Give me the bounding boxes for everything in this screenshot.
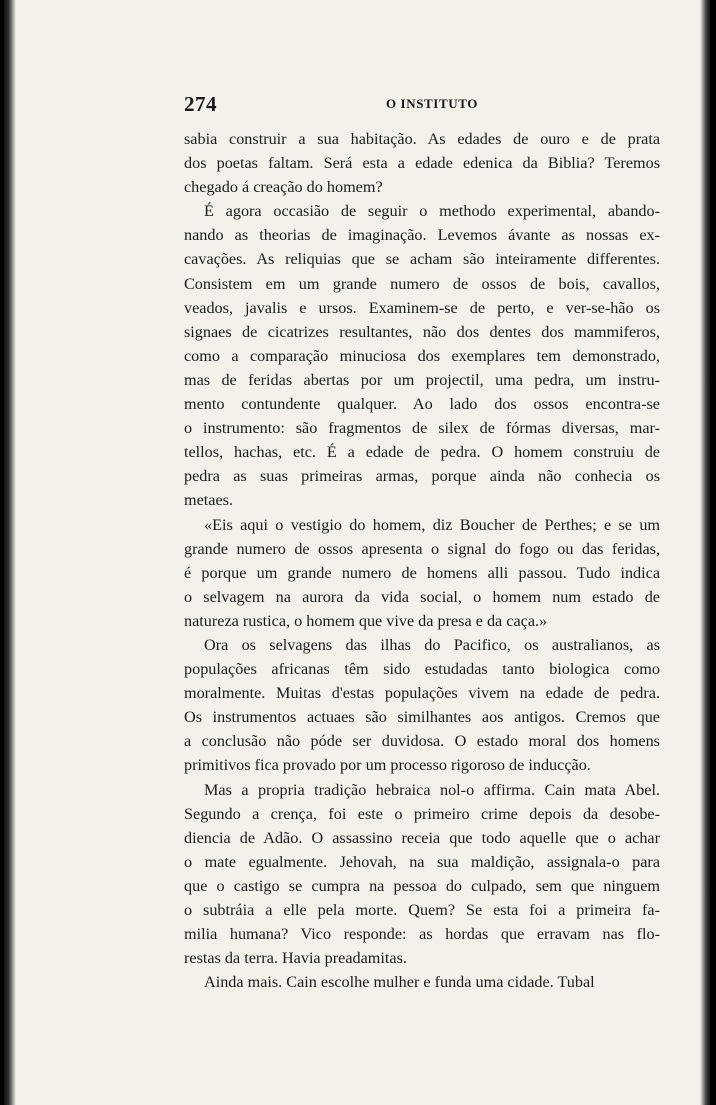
text-line: veados, javalis e ursos. Examinem-se de perto, e ver-se-hão os [184, 298, 660, 317]
text-line: Consistem em um grande numero de ossos de bois, cavallos, [184, 274, 660, 293]
text-line: Ainda mais. Cain escolhe mulher e funda uma cidade. Tubal [204, 973, 595, 992]
paragraph [184, 970, 660, 994]
text-line: o mate egualmente. Jehovah, na sua maldição, assignala-o para [184, 852, 660, 871]
text-line: chegado á creação do homem? [184, 178, 383, 197]
paragraph [184, 127, 660, 199]
running-title: O INSTITUTO [386, 96, 478, 111]
paragraph [184, 778, 660, 971]
text-line: nando as theorias de imaginação. Levemos ávante as nossas ex- [184, 226, 660, 245]
text-line: tellos, hachas, etc. É a edade de pedra. O homem construiu de [184, 443, 660, 462]
text-line: natureza rustica, o homem que vive da presa e da caça.» [184, 611, 548, 630]
text-line: dos poetas faltam. Será esta a edade edenica da Biblia? Teremos [184, 154, 660, 173]
text-line: como a comparação minuciosa dos exemplares tem demonstrado, [184, 346, 660, 365]
text-line: o subtráia a elle pela morte. Quem? Se esta foi a primeira fa- [184, 901, 660, 919]
text-line: mento contundente qualquer. Ao lado dos ossos encontra-se [184, 395, 660, 414]
text-line: primitivos fica provado por um processo rigoroso de inducção. [184, 756, 591, 775]
book-page [4, 0, 710, 1105]
page-header [184, 92, 660, 118]
text-line: populações africanas têm sido estudadas tanto biologica como [184, 660, 660, 679]
text-line: grande numero de ossos apresenta o signal do fogo ou das feridas, [184, 539, 660, 558]
text-line: pedra as suas primeiras armas, porque ainda não conhecia os [184, 467, 660, 486]
text-line: moralmente. Muitas d'estas populações vivem na edade de pedra. [184, 684, 660, 703]
text-line: a conclusão não póde ser duvidosa. O estado moral dos homens [184, 732, 660, 751]
page-number: 274 [184, 92, 217, 116]
scan-edge-left [4, 0, 16, 1105]
body-text [184, 127, 660, 994]
text-line: sabia construir a sua habitação. As edades de ouro e de prata [184, 130, 660, 148]
text-line: É agora occasião de seguir o methodo experimental, abando- [204, 202, 660, 221]
text-line: restas da terra. Havia preadamitas. [184, 949, 407, 968]
text-line: que o castigo se cumpra na pessoa do culpado, sem que ninguem [184, 876, 660, 895]
text-line: milia humana? Vico responde: as hordas que erravam nas flo- [184, 925, 660, 944]
text-line: Mas a propria tradição hebraica nol-o affirma. Cain mata Abel. [204, 780, 660, 799]
text-line: signaes de cicatrizes resultantes, não dos dentes dos mammiferos, [184, 322, 660, 341]
text-line: Segundo a crença, foi este o primeiro crime depois da desobe- [184, 804, 660, 823]
text-line: «Eis aqui o vestigio do homem, diz Boucher de Perthes; e se um [204, 515, 660, 534]
paragraph [184, 199, 660, 512]
scan-edge-right [700, 0, 710, 1105]
text-line: é porque um grande numero de homens alli passou. Tudo indica [184, 563, 660, 582]
paragraph [184, 633, 660, 778]
text-line: cavações. As reliquias que se acham são inteiramente differentes. [184, 250, 660, 269]
text-line: Os instrumentos actuaes são similhantes aos antigos. Cremos que [184, 708, 660, 727]
paragraph [184, 513, 660, 633]
text-line: mas de feridas abertas por um projectil, uma pedra, um instru- [184, 370, 660, 389]
text-line: o instrumento: são fragmentos de silex de fórmas diversas, mar- [184, 419, 660, 438]
text-line: diencia de Adão. O assassino receia que todo aquelle que o achar [184, 828, 660, 847]
text-line: Ora os selvagens das ilhas do Pacifico, os australianos, as [204, 635, 660, 654]
text-line: o selvagem na aurora da vida social, o homem num estado de [184, 587, 660, 606]
text-line: metaes. [184, 491, 233, 510]
